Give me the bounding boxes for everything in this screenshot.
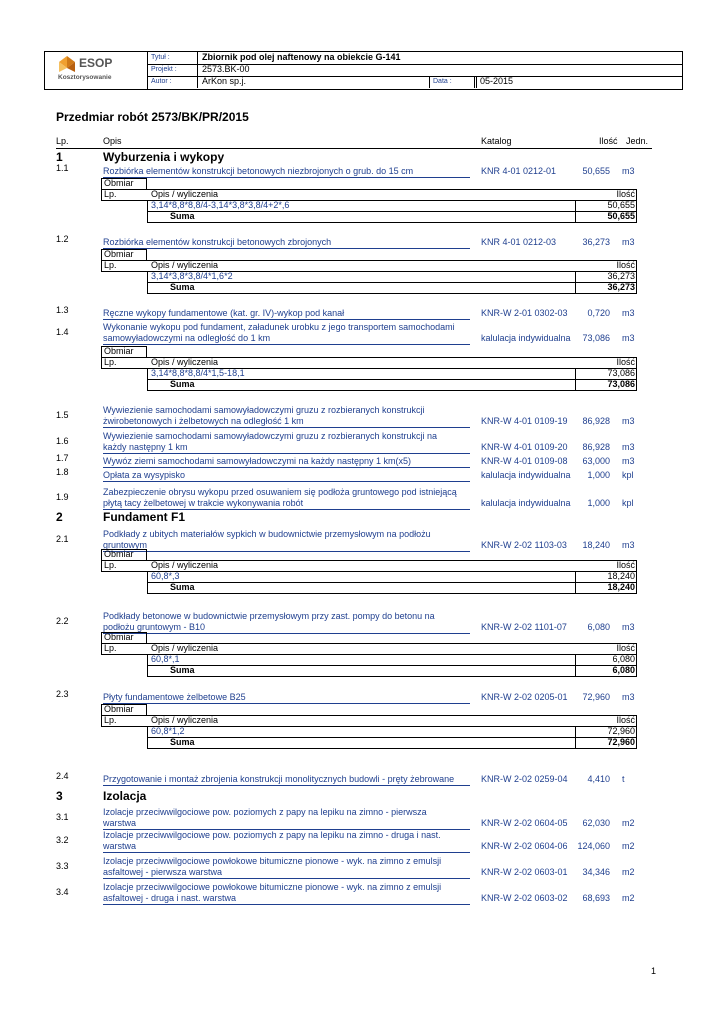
calc-lp-label: Lp.: [104, 189, 117, 199]
suma-value: 72,960: [607, 737, 635, 747]
item-desc-line1: Wykonanie wykopu pod fundament, załadunek urobku z jego transportem samochodami: [103, 322, 455, 332]
item-katalog: KNR-W 2-02 0259-04: [481, 774, 568, 784]
suma-label: Suma: [170, 379, 195, 389]
item-jedn: m3: [622, 166, 635, 176]
item-lp: 1.1: [56, 163, 69, 173]
column-header: [56, 136, 652, 149]
item-jedn: m3: [622, 692, 635, 702]
item-lp: 1.9: [56, 492, 69, 502]
suma-row: [147, 665, 637, 677]
calc-result: 18,240: [607, 571, 635, 581]
esop-logo: [45, 52, 148, 89]
item-desc-line1: Ręczne wykopy fundamentowe (kat. gr. IV)-wykop pod kanał: [103, 308, 345, 318]
item-ilosc: 72,960: [582, 692, 610, 702]
item-lp: 3.1: [56, 812, 69, 822]
item-desc-line1: Zabezpieczenie obrysu wykopu przed osuwaniem się podłoża gruntowego pod istniejącą: [103, 487, 457, 497]
suma-label: Suma: [170, 737, 195, 747]
title-value: Zbiornik pod olej naftenowy na obiekcie G-141: [202, 52, 401, 62]
section-number: 3: [56, 789, 63, 803]
item-desc-line1: Izolacje przeciwwilgociowe pow. poziomych z papy na lepiku na zimno - pierwsza: [103, 807, 427, 817]
calc-ilosc-label: Ilość: [616, 189, 635, 199]
calc-expression: 3,14*3,8*3,8/4*1,6*2: [151, 271, 233, 281]
item-desc-line1: Opłata za wysypisko: [103, 470, 186, 480]
item-katalog: KNR-W 2-02 1101-07: [481, 622, 567, 632]
calc-ilosc-label: Ilość: [616, 357, 635, 367]
item-underline: [103, 878, 470, 879]
calc-lp-label: Lp.: [104, 260, 117, 270]
obmiar-label: Obmiar: [104, 249, 134, 259]
item-lp: 1.7: [56, 453, 69, 463]
item-ilosc: 68,693: [582, 893, 610, 903]
calc-opis-label: Opis / wyliczenia: [151, 643, 219, 653]
project-value: 2573.BK-00: [202, 64, 250, 74]
item-ilosc: 62,030: [582, 818, 610, 828]
item-lp: 2.2: [56, 616, 69, 626]
calc-opis-label: Opis / wyliczenia: [151, 189, 219, 199]
item-ilosc: 124,060: [577, 841, 610, 851]
item-jedn: m2: [622, 818, 635, 828]
calc-lp-label: Lp.: [104, 643, 117, 653]
item-desc-line1: Rozbiórka elementów konstrukcji betonowych zbrojonych: [103, 237, 332, 247]
calc-ilosc-label: Ilość: [616, 560, 635, 570]
item-desc-line2: gruntowym: [103, 540, 148, 550]
item-katalog: KNR-W 2-02 1103-03: [481, 540, 567, 550]
item-desc-line1: Płyty fundamentowe żelbetowe B25: [103, 692, 246, 702]
suma-label: Suma: [170, 582, 195, 592]
calc-ilosc-label: Ilość: [616, 260, 635, 270]
calc-result: 72,960: [607, 726, 635, 736]
suma-row: [147, 282, 637, 294]
item-lp: 2.1: [56, 534, 69, 544]
col-ilosc: Ilość: [599, 136, 618, 146]
item-underline: [103, 904, 470, 905]
item-katalog: KNR-W 2-02 0603-02: [481, 893, 568, 903]
item-desc-line1: Przygotowanie i montaż zbrojenia konstrukcji monolitycznych budowli - pręty żebrowane: [103, 774, 455, 784]
item-lp: 1.2: [56, 234, 69, 244]
section-title: Fundament F1: [103, 510, 186, 524]
item-desc-line1: Rozbiórka elementów konstrukcji betonowych niezbrojonych o grub. do 15 cm: [103, 166, 414, 176]
suma-value: 6,080: [612, 665, 635, 675]
item-underline: [103, 344, 470, 345]
header-row-author: [148, 76, 682, 88]
item-lp: 2.3: [56, 689, 69, 699]
calc-expression: 3,14*8,8*8,8/4*1,5-18,1: [151, 368, 245, 378]
section-title: Wyburzenia i wykopy: [103, 150, 225, 164]
item-jedn: m2: [622, 841, 635, 851]
item-lp: 3.3: [56, 861, 69, 871]
calc-expression: 60,8*,3: [151, 571, 180, 581]
item-desc-line2: warstwa: [103, 841, 137, 851]
calc-result: 6,080: [612, 654, 635, 664]
suma-row: [147, 737, 637, 749]
item-katalog: kalulacja indywidualna: [481, 498, 571, 508]
item-katalog: KNR-W 2-02 0205-01: [481, 692, 568, 702]
item-underline: [103, 319, 470, 320]
item-desc-line1: Izolacje przeciwwilgociowe powłokowe bitumiczne pionowe - wyk. na zimno z emulsji: [103, 882, 442, 892]
author-value: ArKon sp.j.: [202, 76, 247, 86]
calc-lp-label: Lp.: [104, 357, 117, 367]
item-underline: [103, 467, 470, 468]
item-ilosc: 0,720: [587, 308, 610, 318]
item-underline: [103, 852, 470, 853]
item-ilosc: 1,000: [587, 498, 610, 508]
item-underline: [103, 633, 470, 634]
item-ilosc: 4,410: [587, 774, 610, 784]
item-ilosc: 18,240: [582, 540, 610, 550]
item-jedn: m3: [622, 456, 635, 466]
col-lp: Lp.: [56, 136, 69, 146]
item-katalog: KNR 4-01 0212-01: [481, 166, 557, 176]
project-label: Projekt :: [148, 64, 198, 76]
item-underline: [103, 509, 470, 510]
item-lp: 3.2: [56, 835, 69, 845]
item-desc-line2: asfaltowej - druga i nast. warstwa: [103, 893, 237, 903]
item-ilosc: 34,346: [582, 867, 610, 877]
section-number: 2: [56, 510, 63, 524]
page-number: 1: [651, 966, 657, 976]
section-title: Izolacja: [103, 789, 147, 803]
suma-row: [147, 582, 637, 594]
item-jedn: kpl: [622, 498, 634, 508]
item-desc-line1: Izolacje przeciwwilgociowe pow. poziomych z papy na lepiku na zimno - druga i nast.: [103, 830, 441, 840]
suma-value: 73,086: [607, 379, 635, 389]
item-lp: 1.4: [56, 327, 69, 337]
item-jedn: m2: [622, 893, 635, 903]
obmiar-label: Obmiar: [104, 346, 134, 356]
item-katalog: KNR-W 2-01 0302-03: [481, 308, 568, 318]
obmiar-label: Obmiar: [104, 178, 134, 188]
item-desc-line2: żwirobetonowych i żelbetowych na odległość 1 km: [103, 416, 304, 426]
calc-ilosc-label: Ilość: [616, 643, 635, 653]
calc-opis-label: Opis / wyliczenia: [151, 715, 219, 725]
item-jedn: m2: [622, 867, 635, 877]
calc-result: 73,086: [607, 368, 635, 378]
item-lp: 1.6: [56, 436, 69, 446]
col-jedn: Jedn.: [626, 136, 649, 146]
suma-label: Suma: [170, 665, 195, 675]
item-underline: [103, 427, 470, 428]
item-underline: [103, 177, 470, 178]
col-katalog: Katalog: [481, 136, 512, 146]
item-underline: [103, 248, 470, 249]
item-underline: [103, 551, 470, 552]
section-number: 1: [56, 150, 63, 164]
calc-ilosc-label: Ilość: [616, 715, 635, 725]
item-jedn: m3: [622, 308, 635, 318]
calc-expression: 3,14*8,8*8,8/4-3,14*3,8*3,8/4+2*,6: [151, 200, 290, 210]
suma-label: Suma: [170, 211, 195, 221]
item-katalog: KNR 4-01 0212-03: [481, 237, 557, 247]
col-opis: Opis: [103, 136, 122, 146]
suma-value: 50,655: [607, 211, 635, 221]
item-underline: [103, 481, 470, 482]
item-jedn: kpl: [622, 470, 634, 480]
calc-lp-label: Lp.: [104, 715, 117, 725]
item-jedn: m3: [622, 540, 635, 550]
calc-lp-label: Lp.: [104, 560, 117, 570]
logo-text: ESOP: [79, 56, 113, 70]
calc-result: 50,655: [607, 200, 635, 210]
item-jedn: m3: [622, 442, 635, 452]
item-ilosc: 36,273: [582, 237, 610, 247]
item-ilosc: 1,000: [587, 470, 610, 480]
obmiar-label: Obmiar: [104, 549, 134, 559]
item-underline: [103, 453, 470, 454]
calc-opis-label: Opis / wyliczenia: [151, 560, 219, 570]
item-desc-line2: płytą tacy żelbetowej w trakcie wykonywania robót: [103, 498, 304, 508]
item-ilosc: 86,928: [582, 442, 610, 452]
item-lp: 3.4: [56, 887, 69, 897]
item-desc-line2: samowyładowczymi na odległość do 1 km: [103, 333, 271, 343]
calc-opis-label: Opis / wyliczenia: [151, 357, 219, 367]
item-ilosc: 50,655: [582, 166, 610, 176]
obmiar-label: Obmiar: [104, 632, 134, 642]
author-label: Autor :: [148, 76, 198, 88]
item-desc-line2: asfaltowej - pierwsza warstwa: [103, 867, 223, 877]
item-katalog: kalulacja indywidualna: [481, 333, 571, 343]
item-ilosc: 6,080: [587, 622, 610, 632]
item-katalog: KNR-W 4-01 0109-19: [481, 416, 568, 426]
item-jedn: m3: [622, 622, 635, 632]
item-lp: 1.3: [56, 305, 69, 315]
obmiar-label: Obmiar: [104, 704, 134, 714]
page-title: Przedmiar robót 2573/BK/PR/2015: [56, 110, 249, 124]
item-desc-line1: Podkłady betonowe w budownictwie przemysłowym przy zast. pompy do betonu na: [103, 611, 435, 621]
item-ilosc: 86,928: [582, 416, 610, 426]
calc-expression: 60,8*1,2: [151, 726, 185, 736]
item-jedn: m3: [622, 333, 635, 343]
item-desc-line2: podłożu gruntowym - B10: [103, 622, 206, 632]
item-desc-line1: Izolacje przeciwwilgociowe powłokowe bitumiczne pionowe - wyk. na zimno z emulsji: [103, 856, 442, 866]
item-jedn: t: [622, 774, 625, 784]
item-desc-line2: każdy następny 1 km: [103, 442, 188, 452]
date-value: 05-2015: [476, 76, 513, 88]
item-katalog: kalulacja indywidualna: [481, 470, 571, 480]
item-katalog: KNR-W 2-02 0603-01: [481, 867, 568, 877]
item-lp: 1.5: [56, 410, 69, 420]
suma-row: [147, 211, 637, 223]
suma-label: Suma: [170, 282, 195, 292]
calc-opis-label: Opis / wyliczenia: [151, 260, 219, 270]
item-katalog: KNR-W 2-02 0604-06: [481, 841, 568, 851]
item-ilosc: 73,086: [582, 333, 610, 343]
item-underline: [103, 703, 470, 704]
item-jedn: m3: [622, 237, 635, 247]
suma-row: [147, 379, 637, 391]
item-desc-line2: warstwa: [103, 818, 137, 828]
logo-subtext: Kosztorysowanie: [58, 74, 112, 81]
item-desc-line1: Wywóz ziemi samochodami samowyładowczymi na każdy następny 1 km(x5): [103, 456, 412, 466]
date-label: Data :: [429, 76, 475, 88]
item-katalog: KNR-W 4-01 0109-20: [481, 442, 568, 452]
item-katalog: KNR-W 2-02 0604-05: [481, 818, 568, 828]
item-lp: 2.4: [56, 771, 69, 781]
calc-expression: 60,8*,1: [151, 654, 180, 664]
document-header: [44, 51, 683, 90]
item-jedn: m3: [622, 416, 635, 426]
item-katalog: KNR-W 4-01 0109-08: [481, 456, 568, 466]
calc-result: 36,273: [607, 271, 635, 281]
item-desc-line1: Podkłady z ubitych materiałów sypkich w budownictwie przemysłowym na podłożu: [103, 529, 431, 539]
suma-value: 18,240: [607, 582, 635, 592]
suma-value: 36,273: [607, 282, 635, 292]
item-desc-line1: Wywiezienie samochodami samowyładowczymi gruzu z rozbieranych konstrukcji na: [103, 431, 438, 441]
item-ilosc: 63,000: [582, 456, 610, 466]
item-lp: 1.8: [56, 467, 69, 477]
item-desc-line1: Wywiezienie samochodami samowyładowczymi gruzu z rozbieranych konstrukcji: [103, 405, 425, 415]
title-label: Tytuł :: [148, 52, 198, 64]
item-underline: [103, 785, 470, 786]
